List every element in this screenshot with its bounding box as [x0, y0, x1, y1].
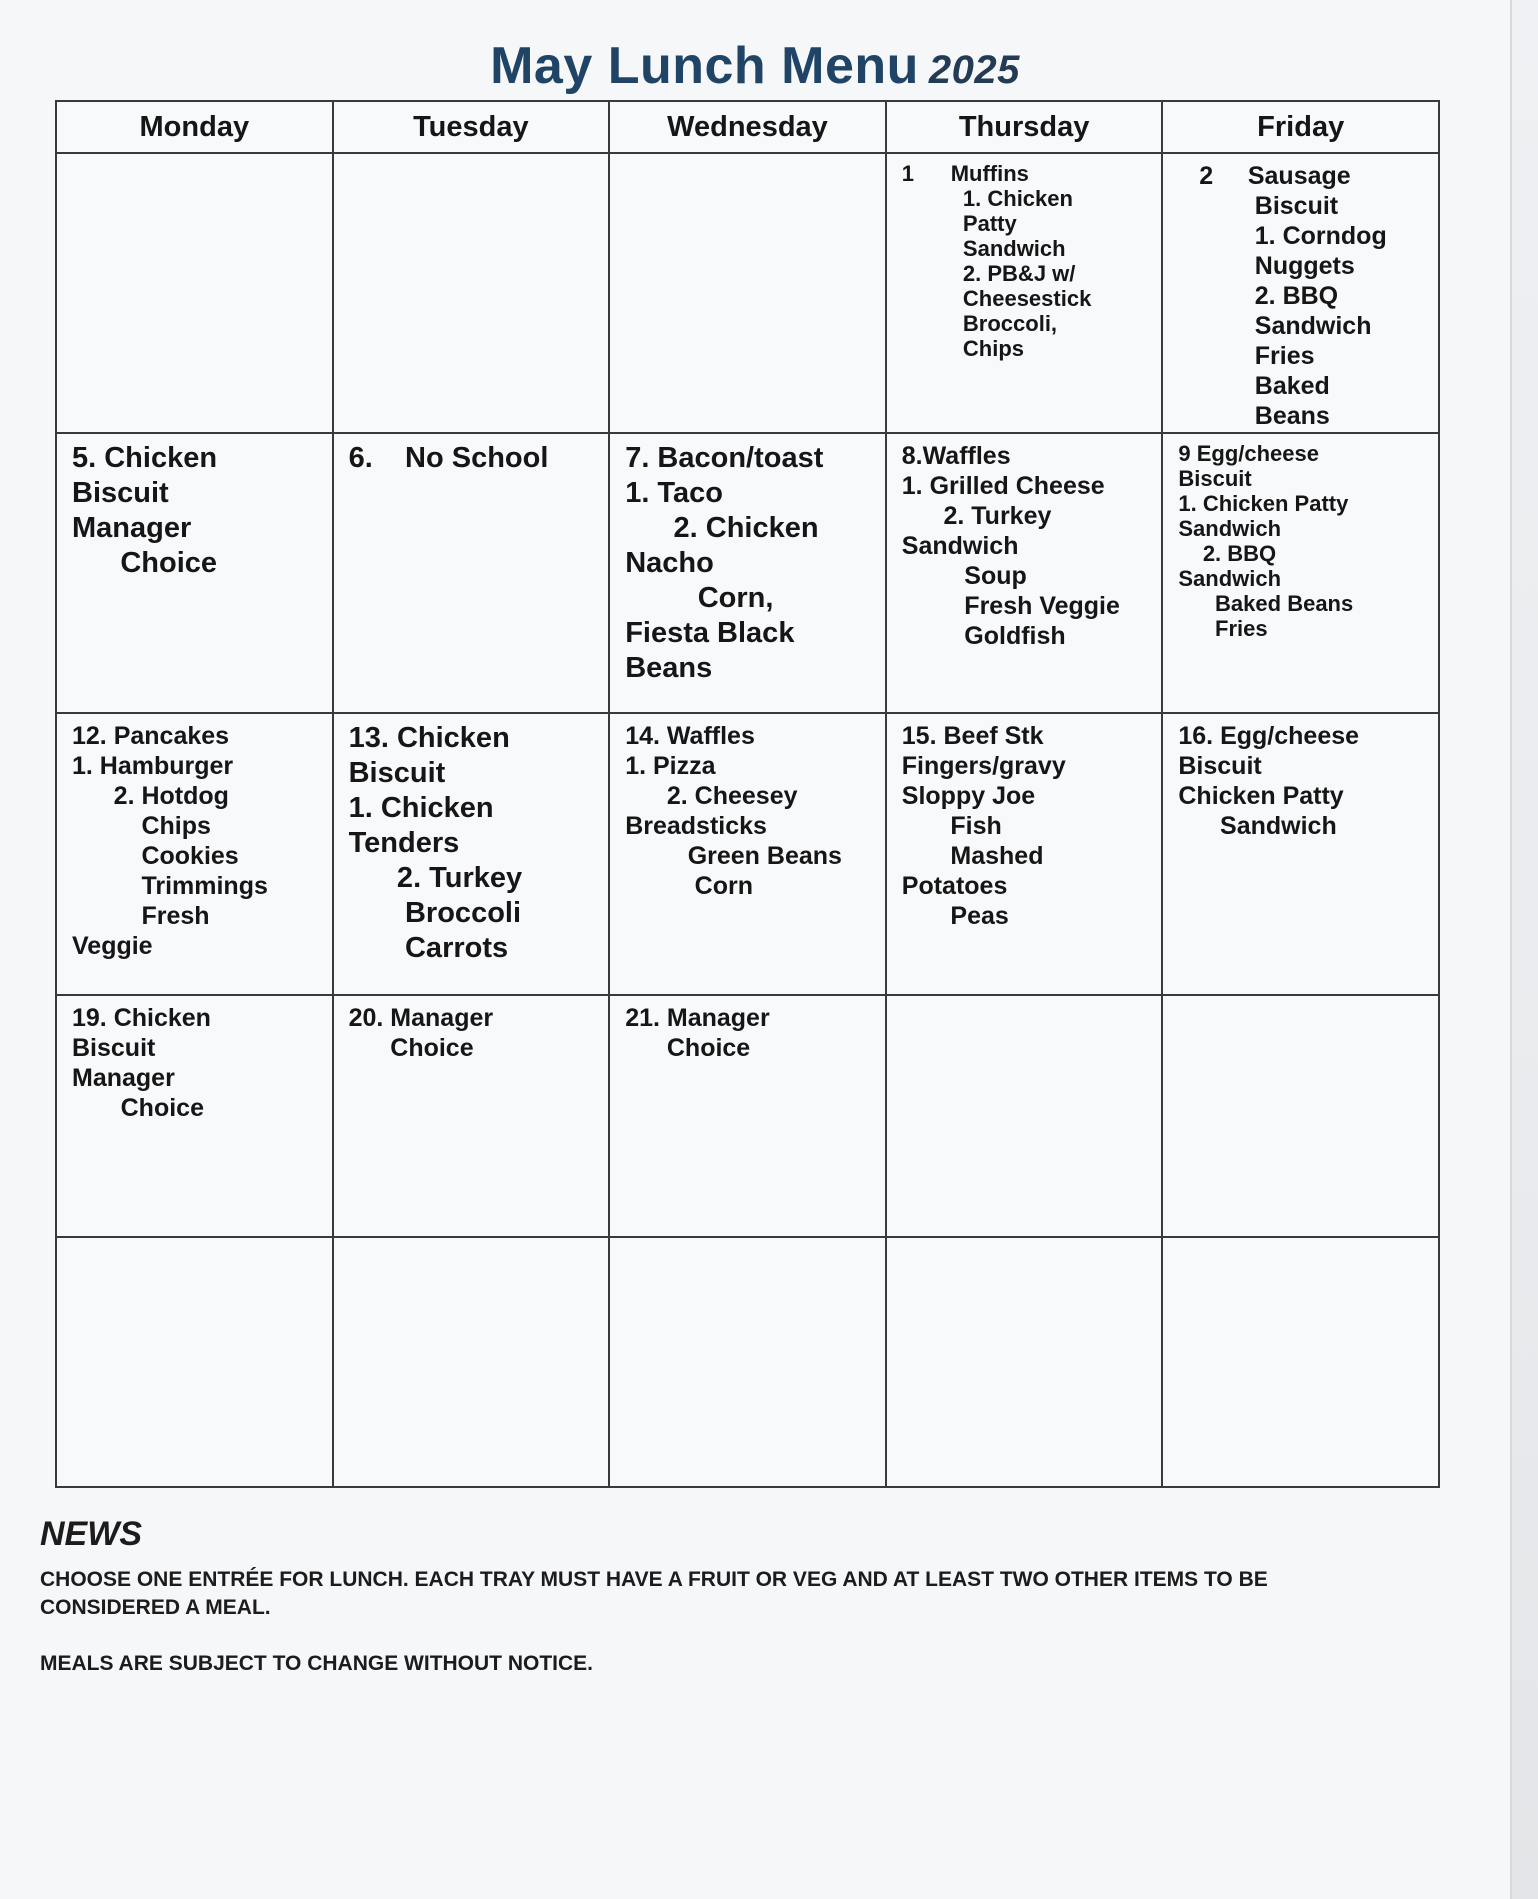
day-cell	[333, 713, 610, 995]
day-header-monday: Monday	[56, 101, 333, 153]
day-cell	[56, 1237, 333, 1487]
menu-entry	[888, 997, 1161, 1003]
day-cell	[609, 1237, 886, 1487]
day-header-tuesday: Tuesday	[333, 101, 610, 153]
menu-entry	[1164, 1239, 1437, 1245]
menu-entry	[335, 1239, 608, 1245]
day-cell	[609, 995, 886, 1237]
week-row-1	[56, 153, 1439, 433]
day-header-row	[56, 101, 1439, 153]
day-header-wednesday: Wednesday	[609, 101, 886, 153]
day-cell	[1162, 713, 1439, 995]
day-cell	[56, 995, 333, 1237]
day-cell	[56, 153, 333, 433]
menu-entry: 15. Beef Stk Fingers/gravy Sloppy Joe Fish Mashed Potatoes Peas	[901, 722, 1066, 930]
day-cell	[886, 153, 1163, 433]
day-cell	[56, 433, 333, 713]
day-header-friday: Friday	[1162, 101, 1439, 153]
menu-entry: 5. Chicken Biscuit Manager Choice	[72, 442, 218, 579]
day-cell	[886, 995, 1163, 1237]
news-heading: NEWS	[40, 1515, 142, 1553]
week-row-3	[56, 713, 1439, 995]
news-section	[40, 1515, 1470, 1678]
week-row-5	[56, 1237, 1439, 1487]
day-header-thursday: Thursday	[886, 101, 1163, 153]
menu-entry	[611, 155, 884, 161]
day-cell	[609, 153, 886, 433]
day-cell	[56, 713, 333, 995]
day-cell	[886, 1237, 1163, 1487]
title-text: May Lunch Menu	[490, 37, 919, 95]
news-line: CONSIDERED A MEAL.	[40, 1596, 271, 1619]
menu-entry: 2 Sausage Biscuit 1. Corndog Nuggets 2. BBQ Sandwich Fries Baked Beans	[1199, 162, 1387, 430]
news-line: MEALS ARE SUBJECT TO CHANGE WITHOUT NOTICE.	[40, 1652, 594, 1675]
day-cell	[1162, 995, 1439, 1237]
menu-entry	[888, 1239, 1161, 1245]
menu-entry: 14. Waffles 1. Pizza 2. Cheesey Breadsticks Green Beans Corn	[625, 722, 842, 900]
day-cell	[886, 433, 1163, 713]
menu-entry: 21. Manager Choice	[625, 1004, 770, 1062]
day-cell	[1162, 153, 1439, 433]
menu-entry	[58, 1239, 331, 1245]
menu-entry: 19. Chicken Biscuit Manager Choice	[72, 1004, 211, 1122]
menu-calendar-table	[55, 100, 1440, 1488]
menu-entry: 9 Egg/cheese Biscuit 1. Chicken Patty Sandwich 2. BBQ Sandwich Baked Beans Fries	[1178, 441, 1354, 641]
news-line: CHOOSE ONE ENTRÉE FOR LUNCH. EACH TRAY MUST HAVE A FRUIT OR VEG AND AT LEAST TWO OTHER ITEMS TO BE	[40, 1568, 1268, 1591]
menu-entry: 1 Muffins 1. Chicken Patty Sandwich 2. PB&J w/ Cheesestick Broccoli, Chips	[901, 161, 1092, 361]
day-cell	[1162, 1237, 1439, 1487]
day-cell	[1162, 433, 1439, 713]
day-cell	[333, 1237, 610, 1487]
menu-entry: 13. Chicken Biscuit 1. Chicken Tenders 2. Turkey Broccoli Carrots	[348, 722, 523, 964]
day-cell	[333, 433, 610, 713]
menu-entry	[58, 155, 331, 161]
day-cell	[609, 433, 886, 713]
menu-entry: 6. No School	[348, 442, 549, 474]
menu-entry: 20. Manager Choice	[348, 1004, 494, 1062]
day-cell	[333, 995, 610, 1237]
week-row-2	[56, 433, 1439, 713]
title-year: 2025	[928, 48, 1020, 92]
menu-entry	[611, 1239, 884, 1245]
week-row-4	[56, 995, 1439, 1237]
news-spacer	[40, 1622, 1470, 1650]
day-cell	[886, 713, 1163, 995]
day-cell	[609, 713, 886, 995]
menu-entry: 8.Waffles 1. Grilled Cheese 2. Turkey Sandwich Soup Fresh Veggie Goldfish	[901, 442, 1120, 650]
page-title	[0, 36, 1510, 96]
menu-entry: 16. Egg/cheese Biscuit Chicken Patty Sandwich	[1178, 722, 1360, 840]
menu-entry	[1164, 997, 1437, 1003]
menu-entry: 12. Pancakes 1. Hamburger 2. Hotdog Chips Cookies Trimmings Fresh Veggie	[72, 722, 268, 960]
menu-entry: 7. Bacon/toast 1. Taco 2. Chicken Nacho Corn, Fiesta Black Beans	[625, 442, 824, 684]
menu-entry	[335, 155, 608, 161]
day-cell	[333, 153, 610, 433]
